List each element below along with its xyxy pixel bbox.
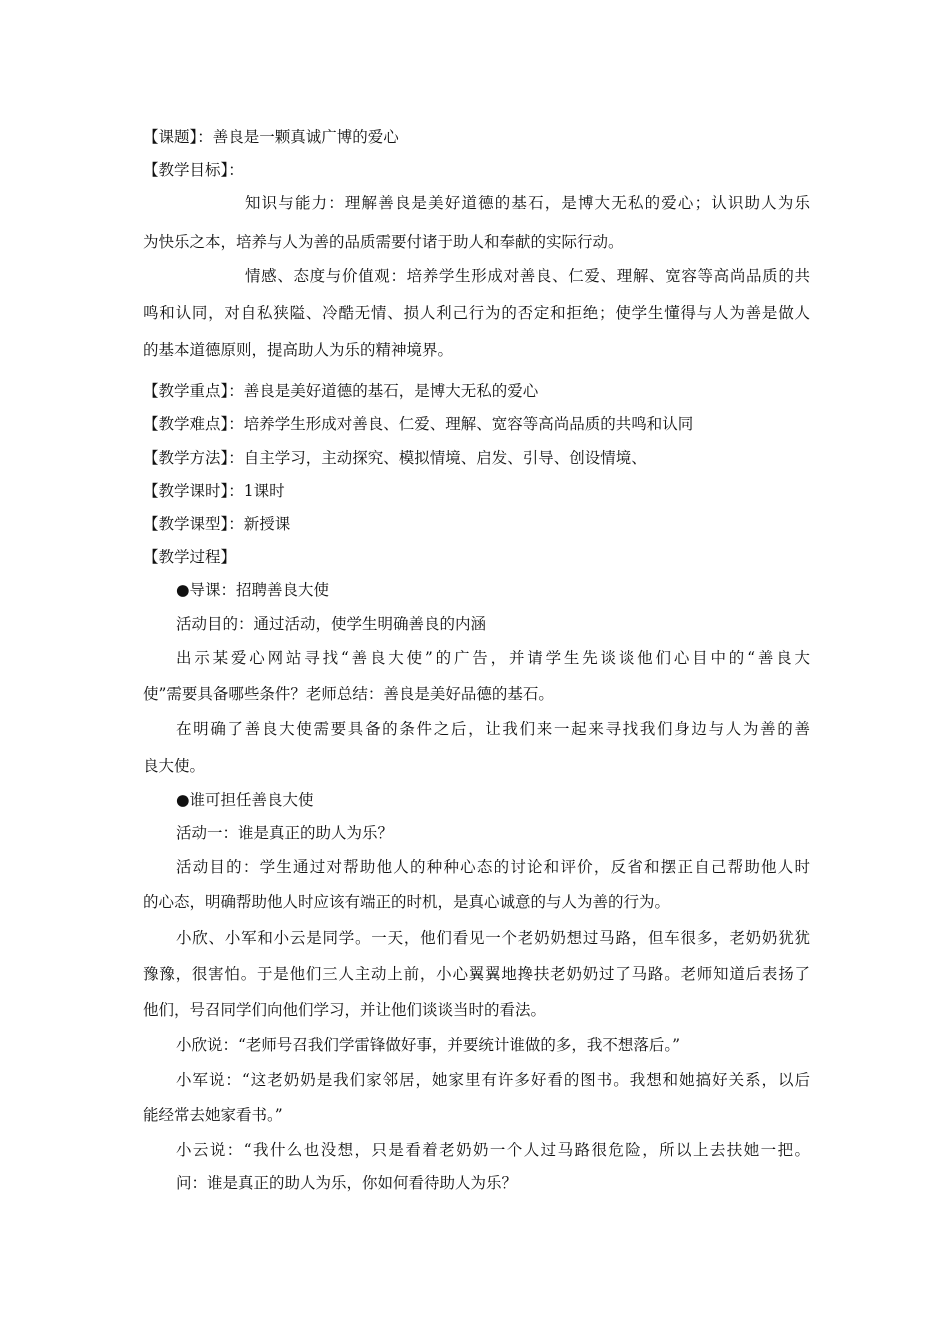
lesson-topic: 【课题】：善良是一颗真诚广博的爱心 — [143, 128, 399, 146]
lesson-type: 【教学课型】：新授课 — [143, 515, 291, 533]
intro-goal: 活动目的：通过活动，使学生明确善良的内涵 — [176, 615, 487, 633]
question: 问：谁是真正的助人为乐，你如何看待助人为乐？ — [176, 1174, 518, 1192]
key-point: 【教学重点】：善良是美好道德的基石，是博大无私的爱心 — [143, 382, 539, 400]
process-heading: 【教学过程】 — [143, 548, 237, 566]
intro-bullet: ●导课：招聘善良大使 — [176, 581, 330, 599]
goal-knowledge-line-1: 知识与能力：理解善良是美好道德的基石，是博大无私的爱心；认识助人为乐 — [245, 194, 810, 212]
activity-one-goal-line-2: 的心态，明确帮助他人时应该有端正的时机，是真心诚意的与人为善的行为。 — [143, 893, 671, 911]
who-bullet: ●谁可担任善良大使 — [176, 791, 314, 809]
story-line-3: 他们，号召同学们向他们学习，并让他们谈谈当时的看法。 — [143, 1001, 547, 1019]
intro-paragraph-1-line-1: 出示某爱心网站寻找“善良大使”的广告，并请学生先谈谈他们心目中的“善良大 — [176, 649, 810, 667]
teaching-hours: 【教学课时】：1课时 — [143, 482, 285, 500]
activity-one-title: 活动一：谁是真正的助人为乐？ — [176, 824, 394, 842]
teaching-method: 【教学方法】：自主学习，主动探究、模拟情境、启发、引导、创设情境、 — [143, 449, 647, 467]
xiaojun-quote-line-2: 能经常去她家看书。” — [143, 1106, 283, 1124]
xiaoxin-quote: 小欣说：“老师号召我们学雷锋做好事，并要统计谁做的多，我不想落后。” — [176, 1036, 681, 1054]
goal-emotion-line-3: 的基本道德原则，提高助人为乐的精神境界。 — [143, 341, 454, 359]
difficult-point: 【教学难点】：培养学生形成对善良、仁爱、理解、宽容等高尚品质的共鸣和认同 — [143, 415, 694, 433]
intro-paragraph-2-line-2: 良大使。 — [143, 757, 206, 775]
goal-emotion-line-2: 鸣和认同，对自私狭隘、冷酷无情、损人利己行为的否定和拒绝；使学生懂得与人为善是做人 — [143, 304, 810, 322]
goal-knowledge-line-2: 为快乐之本，培养与人为善的品质需要付诸于助人和奉献的实际行动。 — [143, 233, 624, 251]
story-line-1: 小欣、小军和小云是同学。一天，他们看见一个老奶奶想过马路，但车很多，老奶奶犹犹 — [176, 929, 810, 947]
xiaojun-quote-line-1: 小军说：“这老奶奶是我们家邻居，她家里有许多好看的图书。我想和她搞好关系，以后 — [176, 1071, 810, 1089]
intro-paragraph-1-line-2: 使”需要具备哪些条件？老师总结：善良是美好品德的基石。 — [143, 685, 554, 703]
goal-emotion-line-1: 情感、态度与价值观：培养学生形成对善良、仁爱、理解、宽容等高尚品质的共 — [245, 267, 810, 285]
xiaoyun-quote: 小云说：“我什么也没想，只是看着老奶奶一个人过马路很危险，所以上去扶她一把。 — [176, 1141, 810, 1159]
activity-one-goal-line-1: 活动目的：学生通过对帮助他人的种种心态的讨论和评价，反省和摆正自己帮助他人时 — [176, 858, 810, 876]
intro-paragraph-2-line-1: 在明确了善良大使需要具备的条件之后，让我们来一起来寻找我们身边与人为善的善 — [176, 720, 810, 738]
goals-heading: 【教学目标】： — [143, 161, 244, 179]
story-line-2: 豫豫，很害怕。于是他们三人主动上前，小心翼翼地搀扶老奶奶过了马路。老师知道后表扬了 — [143, 965, 810, 983]
